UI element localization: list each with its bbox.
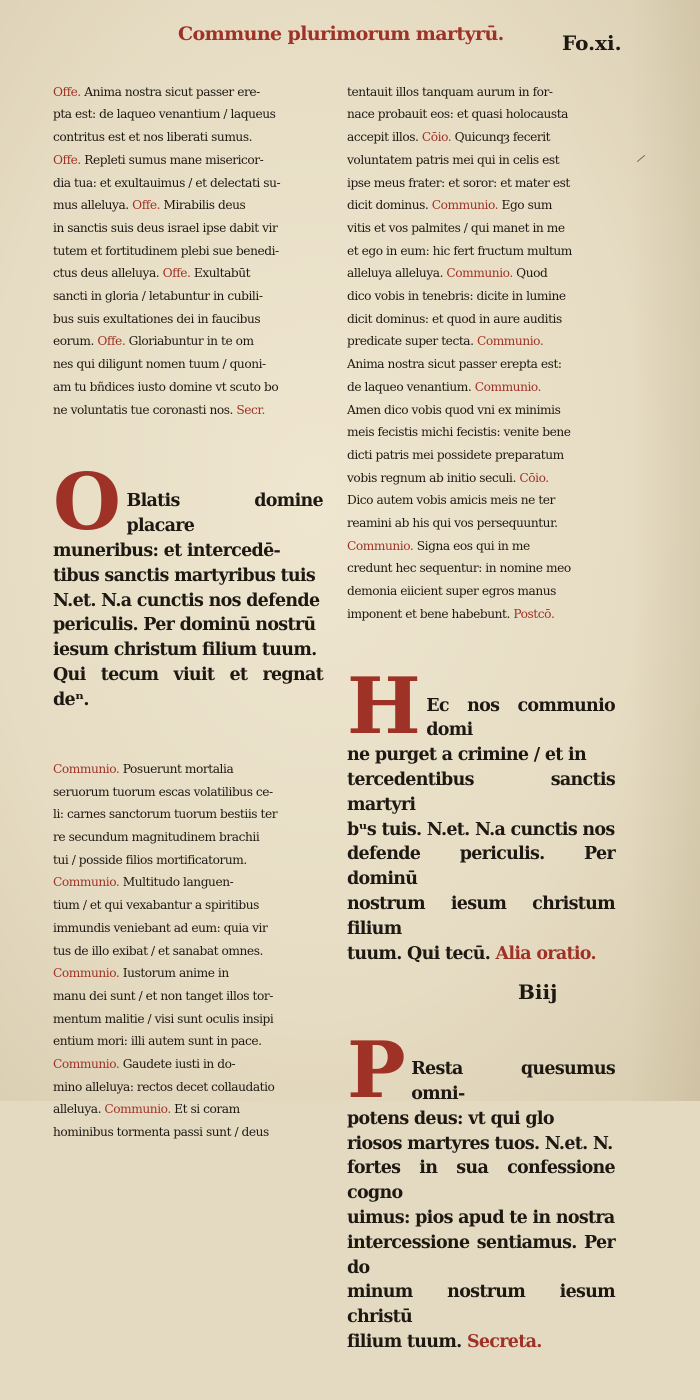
- text-line: dico vobis in tenebris: dicite in lumine: [347, 289, 566, 304]
- text-line: vitis et vos palmites / qui manet in me: [347, 220, 565, 235]
- text-line: mino alleluya: rectos decet collaudatio: [53, 1079, 275, 1094]
- text-line: defende periculis. Per dominū: [347, 844, 615, 890]
- text-line: Amen dico vobis quod vni ex minimis: [347, 402, 561, 417]
- text-line: seruorum tuorum escas volatilibus ce-: [53, 784, 273, 799]
- text-line: Communio. Gaudete iusti in do-: [53, 1057, 236, 1072]
- text-line: contritus est et nos liberati sumus.: [53, 130, 253, 145]
- drop-cap-o: O: [53, 456, 121, 548]
- page-crease-shadow: [630, 0, 700, 1101]
- text-line: Offe. Repleti sumus mane misericor-: [53, 152, 264, 167]
- text-line: alleluya alleluya. Communio. Quod: [347, 266, 548, 281]
- text-line: potens deus: vt qui glo: [347, 1108, 554, 1129]
- text-line: eorum. Offe. Gloriabuntur in te om: [53, 334, 254, 349]
- text-line: vobis regnum ab initio seculi. Cōio.: [347, 470, 549, 485]
- text-line: Communio. Iustorum anime in: [53, 966, 229, 981]
- text-line: meis fecistis michi fecistis: venite bene: [347, 425, 571, 440]
- text-line: tutem et fortitudinem plebi sue benedi-: [53, 243, 279, 258]
- text-line: dicit dominus: et quod in aure auditis: [347, 311, 562, 326]
- text-line: tentauit illos tanquam aurum in for-: [347, 84, 553, 99]
- text-line: bus suis exultationes dei in faucibus: [53, 311, 261, 326]
- text-line: entium mori: illi autem sunt in pace.: [53, 1034, 262, 1049]
- text-line: nostrum iesum christum filium: [347, 894, 615, 939]
- alia-oratio-block: [347, 1012, 615, 1378]
- running-title-text: Commune plurimorum martyrū.: [178, 23, 504, 45]
- text-line: fortes in sua confessione cogno: [347, 1158, 615, 1204]
- text-line: tui / posside filios mortificatorum.: [53, 852, 247, 867]
- text-line: N.et. N.a cunctis nos defende: [53, 590, 320, 611]
- text-line: minum nostrum iesum christū: [347, 1282, 615, 1328]
- text-line: re secundum magnitudinem brachii: [53, 830, 260, 845]
- text-line: sancti in gloria / letabuntur in cubili-: [53, 289, 263, 304]
- drop-cap-h: H: [347, 660, 421, 752]
- right-text-column: [347, 58, 615, 1400]
- text-line: mentum malitie / visi sunt oculis insipi: [53, 1011, 274, 1026]
- postcommunion-block: [347, 648, 615, 989]
- left-communion-lines: [53, 758, 323, 1144]
- text-line: predicate super tecta. Communio.: [347, 334, 544, 349]
- text-line: iesum christum filium tuum.: [53, 640, 317, 661]
- text-line: reamini ab his qui vos persequuntur.: [347, 516, 558, 531]
- text-line: nace probauit eos: et quasi holocausta: [347, 107, 568, 122]
- drop-cap-p: P: [347, 1024, 406, 1116]
- text-line: ne purget a crimine / et in: [347, 745, 587, 766]
- text-line: Anima nostra sicut passer erepta est:: [347, 357, 562, 372]
- text-line: de laqueo venantium. Communio.: [347, 379, 542, 394]
- text-line: dicit dominus. Communio. Ego sum: [347, 198, 552, 213]
- text-line: tibus sanctis martyribus tuis: [53, 565, 315, 586]
- secret-prayer-block: [53, 444, 323, 735]
- text-line: voluntatem patris mei qui in celis est: [347, 152, 560, 167]
- text-line: ipse meus frater: et soror: et mater est: [347, 175, 570, 190]
- running-title: [178, 23, 504, 45]
- text-line: Communio. Signa eos qui in me: [347, 538, 530, 553]
- text-line: Offe. Anima nostra sicut passer ere-: [53, 84, 260, 99]
- folio-number: Fo.xi.: [562, 31, 622, 55]
- text-line: Blatis domine placare: [126, 491, 323, 537]
- text-line: Qui tecum viuit et regnat deⁿ.: [53, 664, 323, 710]
- text-line: tus de illo exibat / et sanabat omnes.: [53, 943, 263, 958]
- text-line: credunt hec sequentur: in nomine meo: [347, 561, 571, 576]
- text-line: tercedentibus sanctis martyri: [347, 770, 615, 815]
- text-line: periculis. Per dominū nostrū: [53, 615, 316, 636]
- text-line: tuum. Qui tecū. Alia oratio.: [347, 943, 596, 964]
- text-line: accepit illos. Cōio. Quicunqȝ fecerit: [347, 130, 551, 145]
- text-line: immundis veniebant ad eum: quia vir: [53, 920, 268, 935]
- text-line: muneribus: et intercedē-: [53, 540, 281, 561]
- text-line: li: carnes sanctorum tuorum bestiis ter: [53, 807, 278, 822]
- text-line: pta est: de laqueo venantium / laqueus: [53, 107, 276, 122]
- text-line: Communio. Posuerunt mortalia: [53, 761, 234, 776]
- text-line: filium tuum. Secreta.: [347, 1332, 542, 1353]
- text-line: demonia eiicient super egros manus: [347, 584, 556, 599]
- text-line: Communio. Multitudo languen-: [53, 875, 234, 890]
- text-line: Ec nos communio domi: [426, 695, 615, 741]
- text-line: nes qui diligunt nomen tuum / quoni-: [53, 357, 266, 372]
- signature-mark: Biij: [518, 980, 558, 1004]
- text-line: uimus: pios apud te in nostra: [347, 1208, 615, 1229]
- text-line: mus alleluya. Offe. Mirabilis deus: [53, 198, 246, 213]
- text-line: intercessione sentiamus. Per do: [347, 1232, 615, 1278]
- text-line: ctus deus alleluya. Offe. Exultabūt: [53, 266, 251, 281]
- text-line: Dico autem vobis amicis meis ne ter: [347, 493, 555, 508]
- text-line: ne voluntatis tue coronasti nos. Secr.: [53, 402, 265, 417]
- text-line: riosos martyres tuos. N.et. N.: [347, 1133, 613, 1154]
- text-line: in sanctis suis deus israel ipse dabit vir: [53, 220, 278, 235]
- text-line: alleluya. Communio. Et si coram: [53, 1102, 240, 1117]
- text-line: dia tua: et exultauimus / et delectati su-: [53, 175, 281, 190]
- text-line: bᵘs tuis. N.et. N.a cunctis nos: [347, 819, 615, 840]
- left-text-column: [53, 58, 323, 1167]
- text-line: hominibus tormenta passi sunt / deus: [53, 1125, 269, 1140]
- text-line: et ego in eum: hic fert fructum multum: [347, 243, 572, 258]
- right-communion-lines: [347, 81, 615, 626]
- text-line: dicti patris mei possidete preparatum: [347, 447, 564, 462]
- text-line: am tu bñdices iusto domine vt scuto bo: [53, 379, 279, 394]
- text-line: imponent et bene habebunt. Postcō.: [347, 606, 555, 621]
- text-line: manu dei sunt / et non tanget illos tor-: [53, 988, 273, 1003]
- text-line: tium / et qui vexabantur a spiritibus: [53, 898, 259, 913]
- left-offertory-lines: [53, 81, 323, 422]
- text-line: Resta quesumus omni-: [411, 1059, 615, 1105]
